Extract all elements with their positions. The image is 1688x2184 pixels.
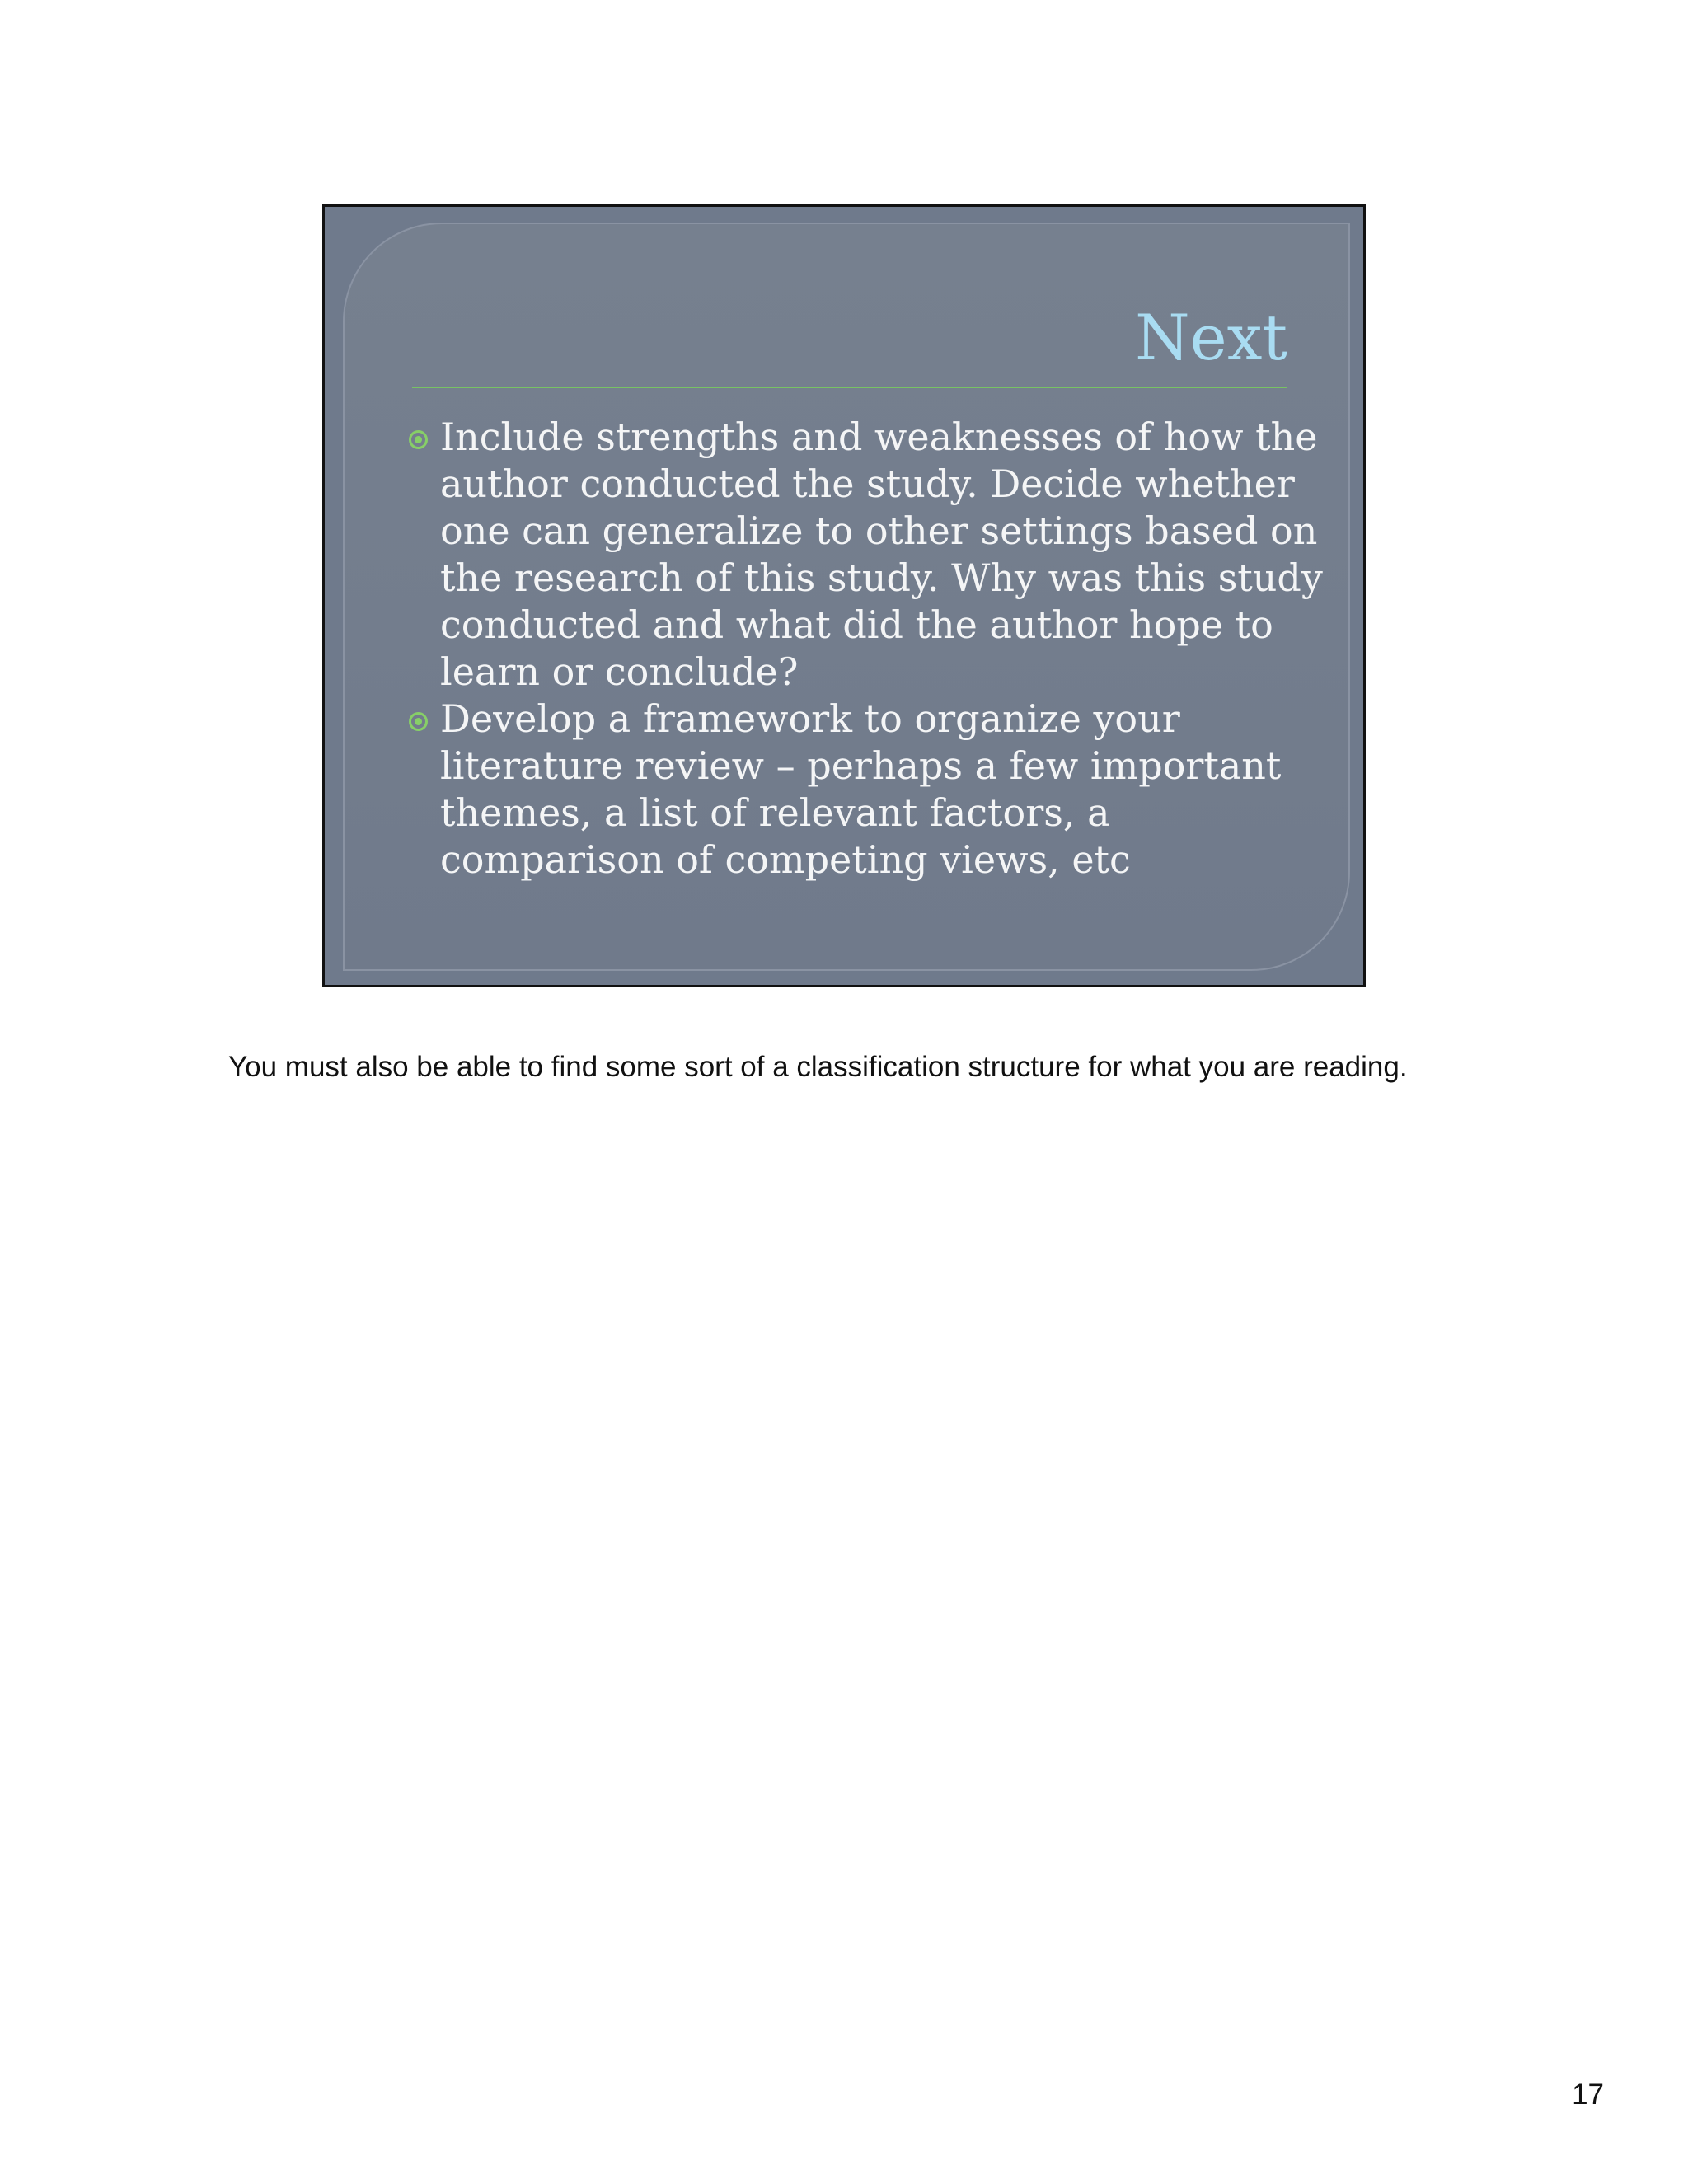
green-ring-bullet-icon [409,430,428,449]
speaker-notes: You must also be able to find some sort of a classification structure for what you are reading. [228,1051,1408,1083]
slide-bullet-text: Include strengths and weaknesses of how the author conducted the study. Decide whether one can generalize to other settings based on the research of this study. Why was this study conducted and what did the author hope to learn or conclude? [440,415,1323,694]
slide-bullet-list [407,414,1324,883]
slide-panel [343,223,1350,971]
slide-bullet-text: Develop a framework to organize your literature review – perhaps a few important themes, a list of relevant factors, a comparison of competing views, etc [440,696,1282,882]
title-divider [412,387,1287,388]
page-number: 17 [1572,2079,1604,2111]
green-ring-bullet-icon [409,712,428,731]
slide-bullet [407,696,1324,883]
slide-bullet [407,414,1324,696]
slide-image [322,204,1366,987]
slide-title: Next [1135,301,1287,374]
